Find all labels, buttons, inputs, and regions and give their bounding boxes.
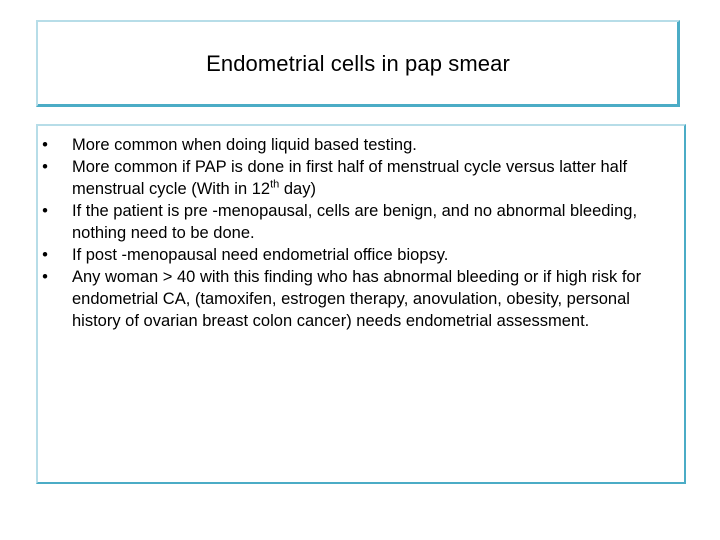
bullet-text: If the patient is pre -menopausal, cells are benign, and no abnormal bleeding, nothing need to be done. [72, 202, 638, 242]
bullet-dot-icon: • [42, 158, 48, 176]
bullet-text: More common if PAP is done in first half of menstrual cycle versus latter half menstrual cycle (With in 12 [72, 158, 628, 198]
bullet-dot-icon: • [42, 268, 48, 286]
bullet-text: More common when doing liquid based testing. [72, 136, 417, 154]
bullet-item [38, 134, 676, 156]
bullet-dot-icon: • [42, 202, 48, 220]
slide-title: Endometrial cells in pap smear [206, 50, 510, 76]
bullet-dot-icon: • [42, 136, 48, 154]
bullet-text: Any woman > 40 with this finding who has abnormal bleeding or if high risk for endometrial CA, (tamoxifen, estrogen therapy, anovulation, obesity, personal history of ovarian breast colon cancer) needs endometrial assessment. [72, 268, 642, 330]
bullet-item [38, 244, 676, 266]
bullet-item [38, 156, 676, 200]
title-box [36, 20, 680, 107]
bullet-text: If post -menopausal need endometrial office biopsy. [72, 246, 449, 264]
content-box [36, 124, 686, 484]
bullet-list [38, 126, 684, 332]
bullet-dot-icon: • [42, 246, 48, 264]
ordinal-suffix: th [270, 178, 280, 191]
bullet-item [38, 266, 676, 332]
bullet-text-tail: day) [279, 180, 316, 198]
bullet-item [38, 200, 676, 244]
